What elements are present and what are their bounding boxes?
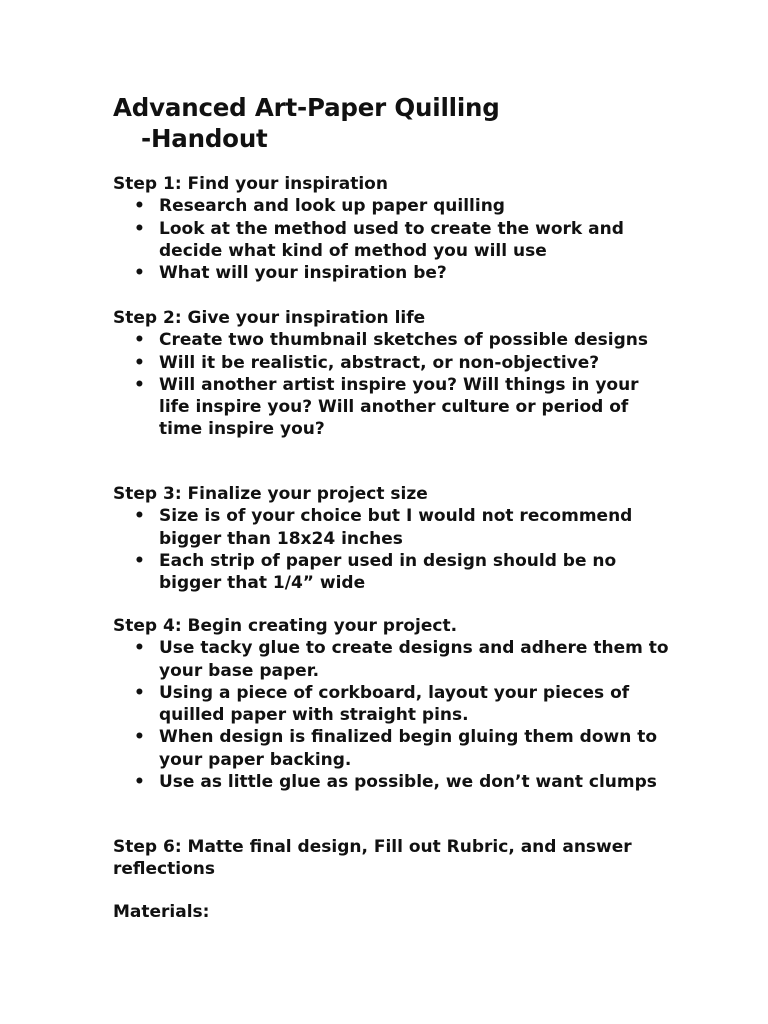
list-item-text: Each strip of paper used in design should be no bigger that 1/4” wide bbox=[159, 550, 617, 594]
step-6-heading: Step 6: Matte final design, Fill out Rubric, and answer reflections bbox=[113, 837, 632, 880]
step-1-heading: Step 1: Find your inspiration bbox=[113, 174, 388, 194]
step-3-heading: Step 3: Finalize your project size bbox=[113, 484, 428, 504]
list-item bbox=[113, 682, 673, 727]
list-item bbox=[113, 329, 673, 351]
list-item bbox=[113, 726, 673, 771]
title-line-1: Advanced Art-Paper Quilling bbox=[113, 93, 500, 122]
bullet-icon: • bbox=[134, 682, 145, 703]
list-item-text: Will it be realistic, abstract, or non-objective? bbox=[159, 352, 600, 373]
list-item bbox=[113, 262, 673, 284]
list-item-text: Use tacky glue to create designs and adhere them to your base paper. bbox=[159, 638, 669, 681]
title-line-2: -Handout bbox=[141, 124, 268, 153]
bullet-icon: • bbox=[134, 506, 145, 527]
list-item-text: When design is finalized begin gluing them down to your paper backing. bbox=[159, 727, 658, 770]
step-2-list bbox=[113, 329, 673, 440]
list-item bbox=[113, 352, 673, 374]
list-item-text: Using a piece of corkboard, layout your pieces of quilled paper with straight pins. bbox=[159, 682, 630, 726]
list-item-text: Create two thumbnail sketches of possible designs bbox=[159, 330, 648, 351]
document-title bbox=[113, 92, 500, 154]
bullet-icon: • bbox=[134, 374, 145, 395]
step-4-list bbox=[113, 637, 673, 793]
list-item-text: What will your inspiration be? bbox=[159, 263, 447, 284]
materials-section bbox=[113, 901, 673, 923]
list-item bbox=[113, 374, 673, 441]
bullet-icon: • bbox=[134, 196, 145, 217]
bullet-icon: • bbox=[134, 330, 145, 351]
list-item-text: Will another artist inspire you? Will things in your life inspire you? Will another culture or period of time inspire you? bbox=[159, 374, 639, 440]
bullet-icon: • bbox=[134, 550, 145, 571]
bullet-icon: • bbox=[134, 727, 145, 748]
list-item bbox=[113, 771, 673, 793]
list-item-text: Size is of your choice but I would not recommend bigger than 18x24 inches bbox=[159, 506, 633, 549]
bullet-icon: • bbox=[134, 352, 145, 373]
step-2-heading: Step 2: Give your inspiration life bbox=[113, 308, 426, 328]
step-4-heading: Step 4: Begin creating your project. bbox=[113, 616, 458, 636]
step-2-section bbox=[113, 307, 673, 441]
step-3-section bbox=[113, 483, 673, 594]
bullet-icon: • bbox=[134, 772, 145, 793]
list-item bbox=[113, 550, 673, 595]
step-1-list bbox=[113, 195, 673, 284]
materials-heading: Materials: bbox=[113, 902, 210, 922]
step-1-section bbox=[113, 173, 673, 284]
bullet-icon: • bbox=[134, 218, 145, 239]
list-item bbox=[113, 195, 673, 217]
list-item bbox=[113, 218, 673, 263]
bullet-icon: • bbox=[134, 263, 145, 284]
step-4-section bbox=[113, 615, 673, 793]
step-3-list bbox=[113, 505, 673, 594]
list-item-text: Use as little glue as possible, we don’t want clumps bbox=[159, 772, 657, 793]
step-6-section bbox=[113, 836, 673, 881]
bullet-icon: • bbox=[134, 638, 145, 659]
list-item bbox=[113, 505, 673, 550]
list-item-text: Look at the method used to create the work and decide what kind of method you will use bbox=[159, 218, 624, 261]
list-item bbox=[113, 637, 673, 682]
list-item-text: Research and look up paper quilling bbox=[159, 196, 505, 217]
